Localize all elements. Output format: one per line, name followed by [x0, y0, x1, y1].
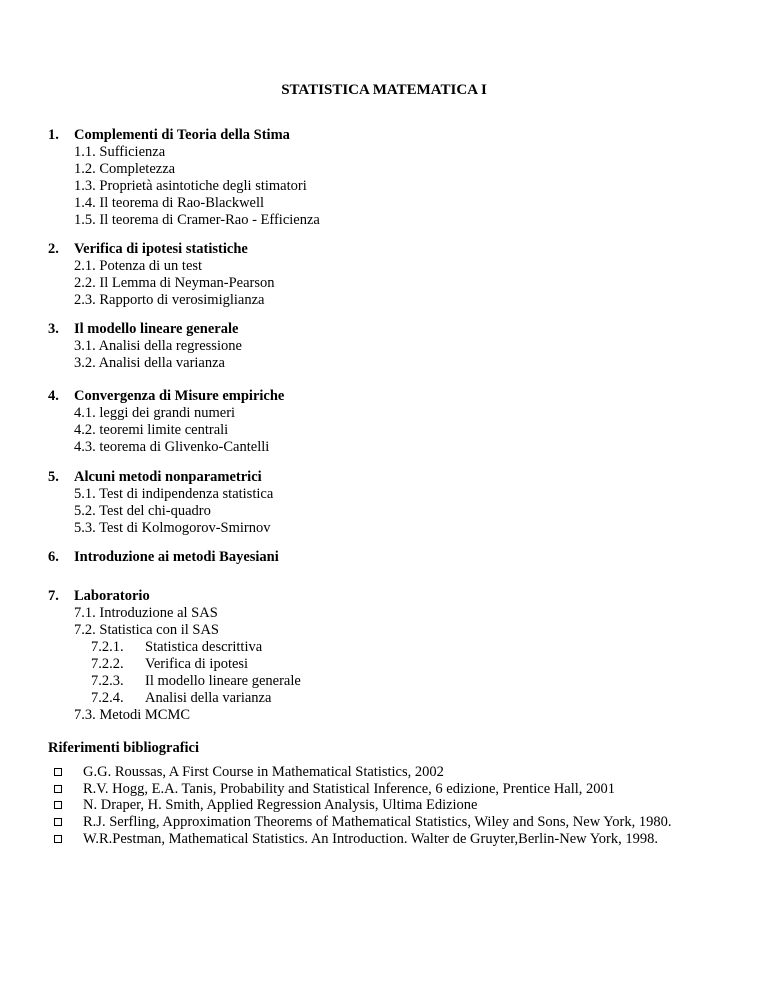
- references-list: [54, 764, 724, 848]
- subsection-item: 1.4. Il teorema di Rao-Blackwell: [74, 195, 265, 211]
- subsection-item: 4.1. leggi dei grandi numeri: [74, 405, 236, 421]
- subsubsection-number: 7.2.3.: [91, 673, 124, 689]
- subsubsection-item: [48, 639, 728, 656]
- subsection-item: 1.1. Sufficienza: [74, 144, 166, 160]
- section-number: 5.: [48, 469, 59, 485]
- subsection-item: 2.3. Rapporto di verosimiglianza: [74, 292, 265, 308]
- subsubsection-number: 7.2.1.: [91, 639, 124, 655]
- reference-item: [54, 781, 724, 798]
- section-title: Introduzione ai metodi Bayesiani: [74, 549, 279, 565]
- reference-item: [54, 831, 724, 848]
- subsubsection-item: [48, 656, 728, 673]
- reference-text: R.V. Hogg, E.A. Tanis, Probability and Statistical Inference, 6 edizione, Prentice Hall, 2001: [83, 780, 616, 797]
- section-heading: [48, 321, 728, 338]
- section-3: [48, 321, 728, 372]
- subsection-item: 3.2. Analisi della varianza: [74, 355, 225, 371]
- section-number: 4.: [48, 388, 59, 404]
- subsection-item: 3.1. Analisi della regressione: [74, 338, 242, 354]
- subsection-item: 5.2. Test del chi-quadro: [74, 503, 211, 519]
- subsubsection-text: Analisi della varianza: [145, 690, 272, 706]
- checkbox-bullet-icon: [54, 835, 62, 843]
- subsubsection-number: 7.2.4.: [91, 690, 124, 706]
- subsubsection-number: 7.2.2.: [91, 656, 124, 672]
- subsubsection-item: [48, 690, 728, 707]
- subsection-item: 1.5. Il teorema di Cramer-Rao - Efficienza: [74, 212, 320, 228]
- reference-item: [54, 814, 724, 831]
- reference-text: W.R.Pestman, Mathematical Statistics. An Introduction. Walter de Gruyter,Berlin-New York, 1998.: [83, 830, 658, 847]
- subsection-item: 7.3. Metodi MCMC: [74, 707, 191, 723]
- section-number: 3.: [48, 321, 59, 337]
- section-7: [48, 588, 728, 724]
- section-4: [48, 388, 728, 456]
- section-heading: [48, 127, 728, 144]
- section-title: Il modello lineare generale: [74, 321, 239, 337]
- checkbox-bullet-icon: [54, 801, 62, 809]
- section-number: 1.: [48, 127, 59, 143]
- section-title: Convergenza di Misure empiriche: [74, 388, 285, 404]
- subsection-item: 2.1. Potenza di un test: [74, 258, 203, 274]
- reference-item: [54, 797, 724, 814]
- section-number: 2.: [48, 241, 59, 257]
- section-title: Alcuni metodi nonparametrici: [74, 469, 262, 485]
- section-1: [48, 127, 728, 229]
- section-heading: [48, 549, 728, 566]
- section-heading: [48, 469, 728, 486]
- subsection-item: 1.3. Proprietà asintotiche degli stimatori: [74, 178, 307, 194]
- reference-item: [54, 764, 724, 781]
- section-2: [48, 241, 728, 309]
- section-heading: [48, 388, 728, 405]
- section-title: Laboratorio: [74, 588, 150, 604]
- subsection-item: 5.1. Test di indipendenza statistica: [74, 486, 274, 502]
- section-title: Verifica di ipotesi statistiche: [74, 241, 248, 257]
- subsection-item: 4.3. teorema di Glivenko-Cantelli: [74, 439, 270, 455]
- section-heading: [48, 588, 728, 605]
- checkbox-bullet-icon: [54, 768, 62, 776]
- subsection-item: 2.2. Il Lemma di Neyman-Pearson: [74, 275, 275, 291]
- section-6: [48, 549, 728, 566]
- subsubsection-item: [48, 673, 728, 690]
- subsubsection-text: Il modello lineare generale: [145, 673, 301, 689]
- subsection-item: 1.2. Completezza: [74, 161, 176, 177]
- subsection-item: 5.3. Test di Kolmogorov-Smirnov: [74, 520, 271, 536]
- subsection-item: 7.1. Introduzione al SAS: [74, 605, 218, 621]
- section-title: Complementi di Teoria della Stima: [74, 127, 290, 143]
- checkbox-bullet-icon: [54, 785, 62, 793]
- section-heading: [48, 241, 728, 258]
- page-title: STATISTICA MATEMATICA I: [281, 82, 487, 98]
- subsection-item: 4.2. teoremi limite centrali: [74, 422, 229, 438]
- section-number: 6.: [48, 549, 59, 565]
- section-number: 7.: [48, 588, 59, 604]
- checkbox-bullet-icon: [54, 818, 62, 826]
- subsection-item: 7.2. Statistica con il SAS: [74, 622, 219, 638]
- subsubsection-text: Verifica di ipotesi: [145, 656, 249, 672]
- references-heading: Riferimenti bibliografici: [48, 740, 200, 756]
- subsubsection-text: Statistica descrittiva: [145, 639, 263, 655]
- reference-text: R.J. Serfling, Approximation Theorems of Mathematical Statistics, Wiley and Sons, New York, 1980.: [83, 814, 672, 831]
- reference-text: N. Draper, H. Smith, Applied Regression Analysis, Ultima Edizione: [83, 797, 478, 814]
- reference-text: G.G. Roussas, A First Course in Mathematical Statistics, 2002: [83, 764, 444, 780]
- section-5: [48, 469, 728, 537]
